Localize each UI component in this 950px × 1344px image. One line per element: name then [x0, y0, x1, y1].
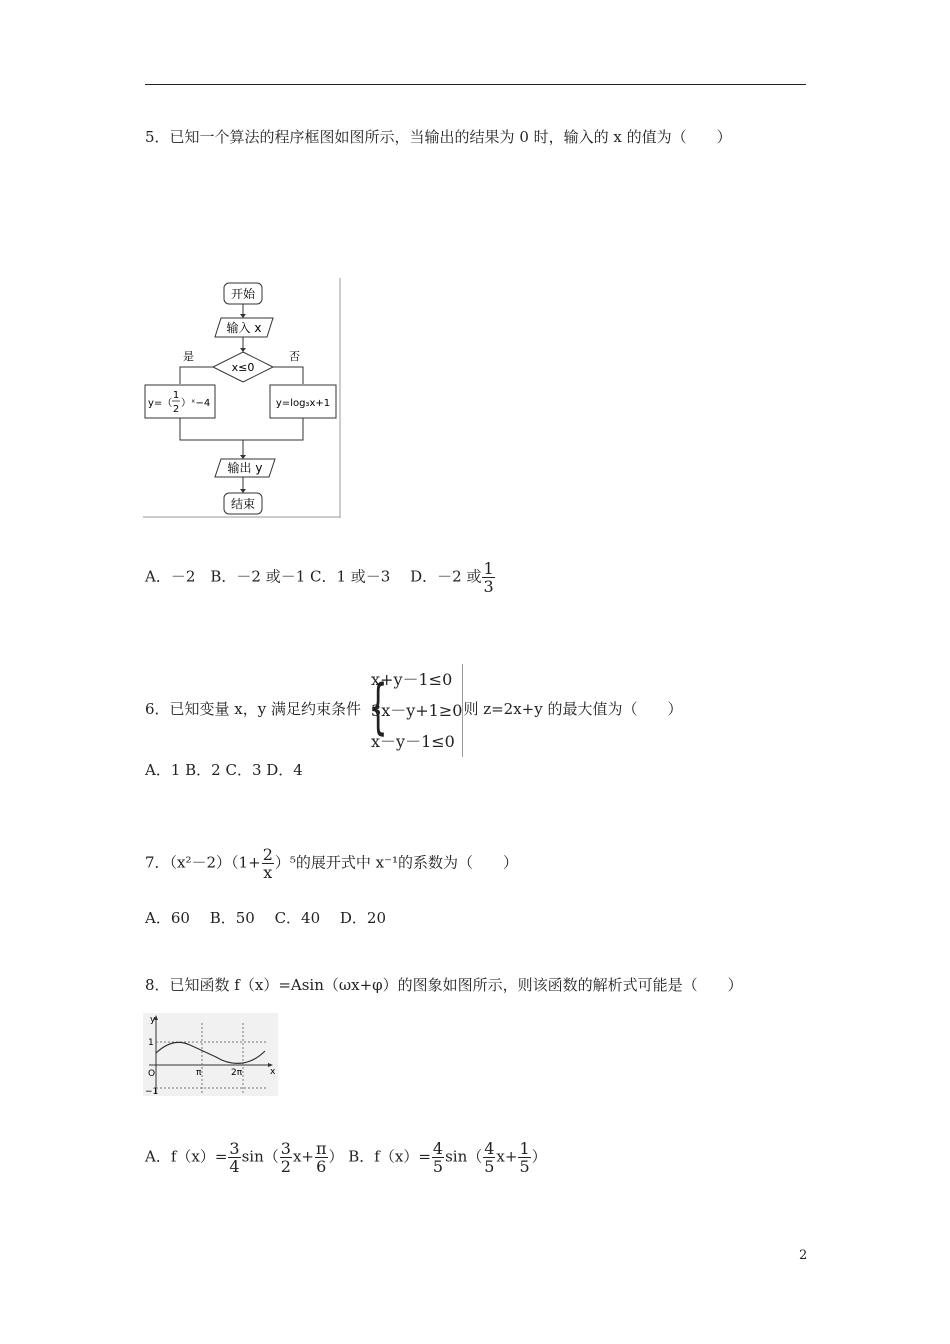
q8-b-n2: 4: [484, 1139, 495, 1158]
q7-post: ）⁵的展开式中 x⁻¹的系数为（ ）: [274, 853, 519, 872]
q6-brace: {: [368, 671, 388, 742]
q8-sine-graph: [143, 1013, 278, 1100]
flow-input: 输入 x: [226, 321, 262, 335]
q8-b-d3: 5: [519, 1157, 530, 1176]
graph-neg-one-label: −1: [145, 1087, 159, 1096]
header-rule: [145, 84, 806, 85]
graph-x-label: x: [270, 1067, 276, 1077]
q6-options: A．1 B．2 C．3 D．4: [145, 761, 303, 779]
q6-post: 则 z=2x+y 的最大值为（ ）: [463, 700, 683, 718]
q8-b-phase: [518, 1140, 530, 1175]
q6-constraint-3: x－y－1≤0: [371, 731, 455, 751]
flow-end: 结束: [230, 497, 256, 511]
q5-opt-d-den: 3: [483, 577, 494, 596]
q8-stem: 8．已知函数 f（x）=Asin（ωx+φ）的图象如图所示，则该函数的解析式可能是（ ）: [145, 976, 743, 994]
graph-two-pi-label: 2π: [231, 1068, 243, 1078]
q5-options: [145, 560, 496, 595]
q8-a-d2: 2: [280, 1157, 291, 1176]
q7-fraction: [262, 846, 274, 881]
q8-b-n1: 4: [432, 1139, 444, 1158]
q7-options: A．60 B．50 C．40 D．20: [145, 909, 387, 927]
flow-no-label: 否: [289, 350, 300, 363]
q8-a-n3: π: [315, 1139, 327, 1158]
q8-a-n2: 3: [280, 1139, 291, 1158]
q8-b-close: ）: [531, 1147, 547, 1166]
flow-left-post: ）ˣ−4: [181, 398, 211, 409]
q6-pre: 6．已知变量 x，y 满足约束条件: [145, 700, 362, 718]
q7-den: x: [263, 863, 273, 882]
flow-yes-label: 是: [183, 350, 194, 363]
q8-b-x: x+: [496, 1147, 518, 1166]
graph-pi-label: π: [196, 1068, 202, 1078]
q8-b-coef: [432, 1140, 444, 1175]
q8-b-d1: 5: [432, 1157, 444, 1176]
q8-a-x: x+: [292, 1147, 314, 1166]
q6-constraint-2: 3x－y+1≥0: [371, 700, 463, 720]
q5-option-d-fraction: [482, 560, 494, 595]
q8-a-phase: [315, 1140, 328, 1175]
q8-a-close: ）: [328, 1147, 344, 1166]
q8-b-mid: sin（: [445, 1147, 483, 1166]
q5-stem: 5．已知一个算法的程序框图如图所示，当输出的结果为 0 时，输入的 x 的值为（ ）: [145, 128, 732, 146]
flow-left-den: 2: [172, 404, 180, 415]
q8-b-d2: 5: [484, 1157, 495, 1176]
q5-options-text: A．－2 B．－2 或－1 C．1 或－3 D．－2 或: [145, 567, 482, 586]
q5-flowchart: [143, 278, 343, 524]
q8-b-n3: 1: [519, 1139, 530, 1158]
q8-a-pre: A．f（x）=: [145, 1147, 228, 1166]
q8-a-n1: 3: [229, 1139, 240, 1158]
q6-constraint-1: x+y－1≤0: [371, 669, 453, 689]
flow-left-pre: y=（: [148, 398, 173, 409]
flow-output: 输出 y: [227, 461, 263, 475]
q7-pre: 7．（x²－2）（1+: [145, 853, 261, 872]
q8-a-mid: sin（: [241, 1147, 279, 1166]
q7-stem: [145, 846, 518, 881]
flow-start: 开始: [230, 287, 256, 301]
graph-y-label: y: [150, 1015, 156, 1025]
q8-options: [145, 1140, 547, 1175]
flow-left-num: 1: [172, 390, 180, 401]
q5-opt-d-num: 1: [483, 559, 494, 578]
graph-one-label: 1: [148, 1038, 154, 1048]
q8-b-omega: [483, 1140, 495, 1175]
q8-a-omega: [280, 1140, 292, 1175]
page-number: 2: [799, 1248, 808, 1263]
q8-a-d3: 6: [316, 1157, 327, 1176]
q6-constraint-system: [361, 664, 463, 757]
flow-condition: x≤0: [231, 361, 255, 374]
q8-a-coef: [228, 1140, 240, 1175]
graph-origin-label: O: [148, 1069, 156, 1079]
q7-num: 2: [262, 845, 273, 864]
q8-a-d1: 4: [229, 1157, 240, 1176]
q8-b-pre: B．f（x）=: [343, 1147, 431, 1166]
q6-stem: [145, 662, 683, 757]
flow-right-formula: y=log₃x+1: [275, 398, 331, 409]
